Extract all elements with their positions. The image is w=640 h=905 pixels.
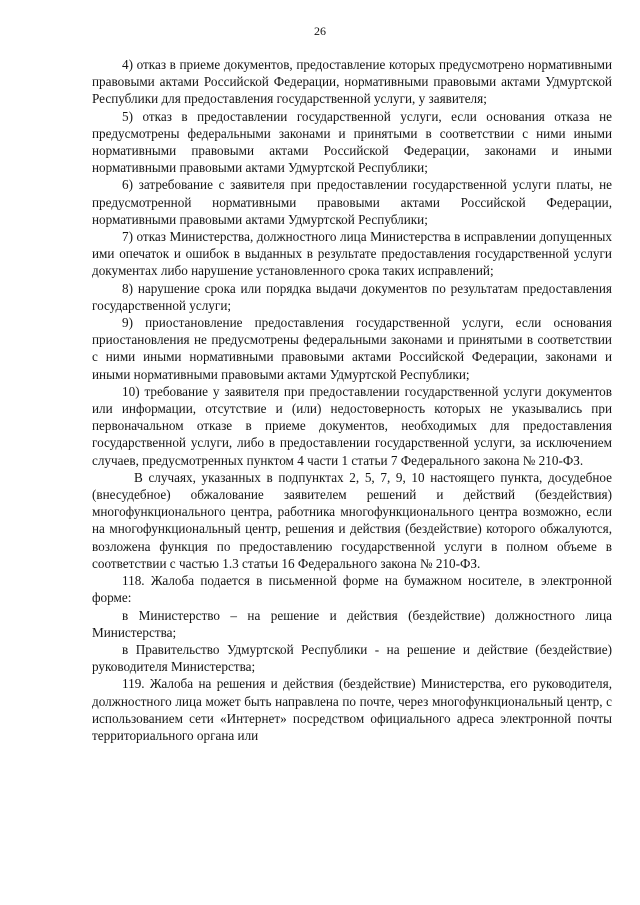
- document-body: [92, 56, 612, 744]
- paragraph-ministry: в Министерство – на решение и действия (бездействие) должностного лица Министерства;: [92, 607, 612, 640]
- paragraph-item-10: 10) требование у заявителя при предоставлении государственной услуги документов или информации, отсутствие и (или) недостоверность которых не указывались при первоначальном отказе в приеме документов, необходимых для предоставления государственной услуги, либо в предоставлении государственной услуги, за исключением случаев, предусмотренных пунктом 4 части 1 статьи 7 Федерального закона № 210-ФЗ.: [92, 383, 612, 468]
- paragraph-119: 119. Жалоба на решения и действия (бездействие) Министерства, его руководителя, должностного лица может быть направлена по почте, через многофункциональный центр, с использованием сети «Интернет» посредством официального адреса электронной почты территориального органа или: [92, 676, 612, 743]
- paragraph-item-7: 7) отказ Министерства, должностного лица Министерства в исправлении допущенных ими опечаток и ошибок в выданных в результате предоставления государственной услуги документах либо нарушение установленного срока таких исправлений;: [92, 229, 612, 279]
- paragraph-118: 118. Жалоба подается в письменной форме на бумажном носителе, в электронной форме:: [92, 573, 612, 606]
- paragraph-item-5: 5) отказ в предоставлении государственной услуги, если основания отказа не предусмотрены федеральными законами и принятыми в соответствии с ними иными нормативными правовыми актами Российской Федерации, законами и иными нормативными правовыми актами Удмуртской Республики;: [92, 108, 612, 176]
- paragraph-mfc-appeal: В случаях, указанных в подпунктах 2, 5, 7, 9, 10 настоящего пункта, досудебное (внесудебное) обжалование заявителем решений и действий (бездействия) многофункционального центра, работника многофункционального центра возможно, если на многофункциональный центр, решения и действия (бездействие) которого обжалуются, возложена функция по предоставлению государственной услуги в полном объеме в соответствии с частью 1.3 статьи 16 Федерального закона № 210-ФЗ.: [92, 469, 612, 571]
- paragraph-government: в Правительство Удмуртской Республики - на решение и действие (бездействие) руководителя Министерства;: [92, 641, 612, 675]
- paragraph-item-9: 9) приостановление предоставления государственной услуги, если основания приостановления не предусмотрены федеральными законами и принятыми в соответствии с ними иными нормативными правовыми актами Российской Федерации, законами и иными нормативными правовыми актами Удмуртской Республики;: [92, 315, 612, 382]
- page-number: 26: [314, 24, 326, 38]
- paragraph-item-4: 4) отказ в приеме документов, предоставление которых предусмотрено нормативными правовыми актами Российской Федерации, нормативными правовыми актами Удмуртской Республики для предоставления государственной услуги, у заявителя;: [92, 57, 612, 107]
- paragraph-item-8: 8) нарушение срока или порядка выдачи документов по результатам предоставления государственной услуги;: [92, 280, 612, 313]
- paragraph-item-6: 6) затребование с заявителя при предоставлении государственной услуги платы, не предусмотренной нормативными правовыми актами Российской Федерации, нормативными правовыми актами Удмуртской Республики;: [92, 177, 612, 227]
